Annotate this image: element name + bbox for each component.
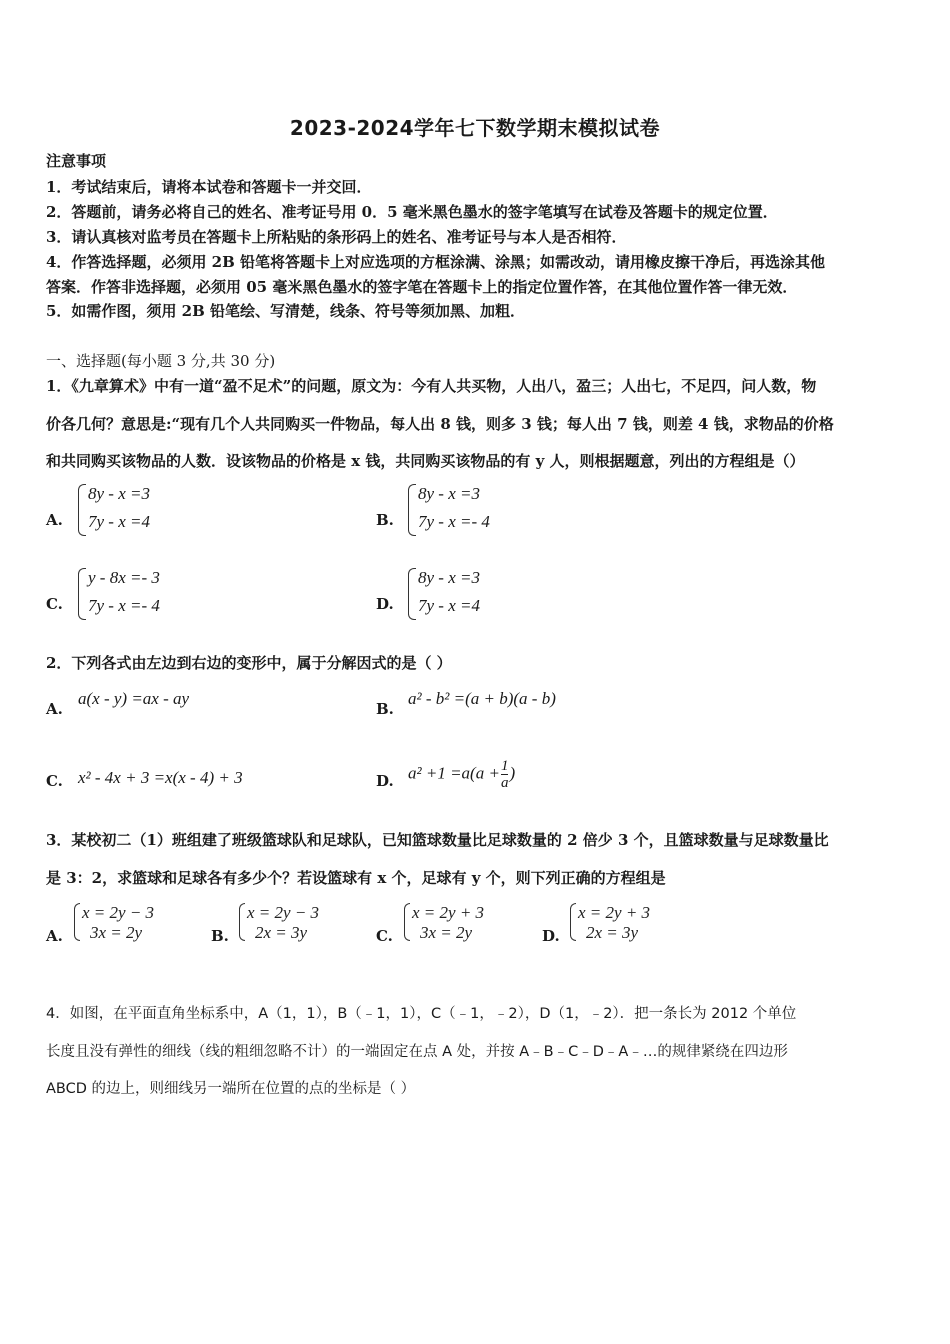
q3-option-a-eq1: x = 2y − 3	[82, 903, 155, 922]
q3-option-c-eq2: 3x = 2y	[420, 923, 473, 942]
notice-item-4-cont: 答案．作答非选择题，必须用 05 毫米黑色墨水的签字笔在答题卡上的指定位置作答，在其他位置作答一律无效．	[46, 278, 798, 296]
q3-line-1: 3．某校初二（1）班组建了班级篮球队和足球队，已知篮球数量比足球数量的 2 倍少 3 个，且篮球数量与足球数量比	[46, 831, 829, 849]
q1-line-1: 1．《九章算术》中有一道“盈不足术”的问题，原文为：今有人共买物，人出八，盈三；人出七，不足四，问人数，物	[46, 377, 817, 395]
q3-option-d-eq2: 2x = 3y	[586, 923, 639, 942]
q2-option-d-fraction	[501, 758, 509, 791]
q4-line-2: 长度且没有弹性的细线（线的粗细忽略不计）的一端固定在点 A 处，并按 A﹣B﹣C﹣D﹣A﹣…的规律紧绕在四边形	[46, 1044, 788, 1060]
q2-option-a-expr: a(x - y) =ax - ay	[78, 689, 190, 708]
q1-option-a-eq1: 8y - x =3	[88, 484, 150, 503]
q3-line-2: 是 3：2，求篮球和足球各有多少个？若设篮球有 x 个，足球有 y 个，则下列正确的方程组是	[46, 869, 666, 887]
q1-option-a-label: A.	[46, 511, 63, 529]
q1-option-d-eq2: 7y - x =4	[418, 596, 480, 615]
notice-item-2: 2．答题前，请务必将自己的姓名、准考证号用 0．5 毫米黑色墨水的签字笔填写在试卷及答题卡的规定位置．	[46, 203, 778, 221]
q3-option-a-label: A.	[46, 927, 63, 945]
q1-option-c-label: C.	[46, 595, 63, 613]
notice-item-4: 4．作答选择题，必须用 2B 铅笔将答题卡上对应选项的方框涂满、涂黑；如需改动，请用橡皮擦干净后，再选涂其他	[46, 253, 826, 271]
q3-option-d-eq1: x = 2y + 3	[578, 903, 651, 922]
q2-option-d-left: a² +1 =a(a +	[408, 763, 500, 783]
q1-option-d-label: D.	[376, 595, 394, 613]
q1-option-b-eq2: 7y - x =- 4	[418, 512, 490, 531]
q3-option-c-eq1: x = 2y + 3	[412, 903, 485, 922]
q4-line-3: ABCD 的边上，则细线另一端所在位置的点的坐标是（ ）	[46, 1081, 416, 1097]
q1-option-b-label: B.	[376, 511, 394, 529]
q2-option-d-expr	[408, 758, 515, 791]
q2-option-d-frac-den: a	[500, 775, 509, 791]
q1-option-a-eq2: 7y - x =4	[88, 512, 150, 531]
q4-line-1: 4．如图，在平面直角坐标系中，A（1，1），B（﹣1，1），C（﹣1，﹣2），D（1，﹣2）．把一条长为 2012 个单位	[46, 1006, 797, 1022]
q2-option-b-expr: a² - b² =(a + b)(a - b)	[408, 689, 556, 708]
page-title: 2023-2024学年七下数学期末模拟试卷	[289, 116, 661, 140]
q3-option-d-label: D.	[542, 927, 560, 945]
section-heading: 一、选择题(每小题 3 分,共 30 分)	[46, 352, 276, 370]
q2-option-c-label: C.	[46, 772, 63, 790]
q1-option-c-eq1: y - 8x =- 3	[88, 568, 160, 587]
q3-option-b-label: B.	[211, 927, 229, 945]
q2-text: 2．下列各式由左边到右边的变形中，属于分解因式的是（ ）	[46, 654, 452, 672]
q3-option-b-eq1: x = 2y − 3	[247, 903, 320, 922]
q1-option-b-eq1: 8y - x =3	[418, 484, 480, 503]
notice-heading: 注意事项	[46, 152, 107, 170]
q1-line-3: 和共同购买该物品的人数．设该物品的价格是 x 钱，共同购买该物品的有 y 人，则根据题意，列出的方程组是（）	[46, 452, 805, 470]
q2-option-d-right: )	[509, 763, 516, 783]
q1-line-2: 价各几何？意思是:“现有几个人共同购买一件物品，每人出 8 钱，则多 3 钱；每人出 7 钱，则差 4 钱，求物品的价格	[46, 415, 834, 433]
q3-option-c-label: C.	[376, 927, 393, 945]
q2-option-b-label: B.	[376, 700, 394, 718]
q1-option-d-eq1: 8y - x =3	[418, 568, 480, 587]
q3-option-b-eq2: 2x = 3y	[255, 923, 308, 942]
notice-item-1: 1．考试结束后，请将本试卷和答题卡一并交回．	[46, 178, 372, 196]
q2-option-a-label: A.	[46, 700, 63, 718]
q2-option-c-expr: x² - 4x + 3 =x(x - 4) + 3	[78, 768, 243, 787]
q3-option-a-eq2: 3x = 2y	[90, 923, 143, 942]
notice-item-5: 5．如需作图，须用 2B 铅笔绘、写清楚，线条、符号等须加黑、加粗．	[46, 302, 525, 320]
q2-option-d-label: D.	[376, 772, 394, 790]
q2-option-d-frac-num: 1	[500, 758, 509, 774]
notice-item-3: 3．请认真核对监考员在答题卡上所粘贴的条形码上的姓名、准考证号与本人是否相符．	[46, 228, 627, 246]
q1-option-c-eq2: 7y - x =- 4	[88, 596, 160, 615]
